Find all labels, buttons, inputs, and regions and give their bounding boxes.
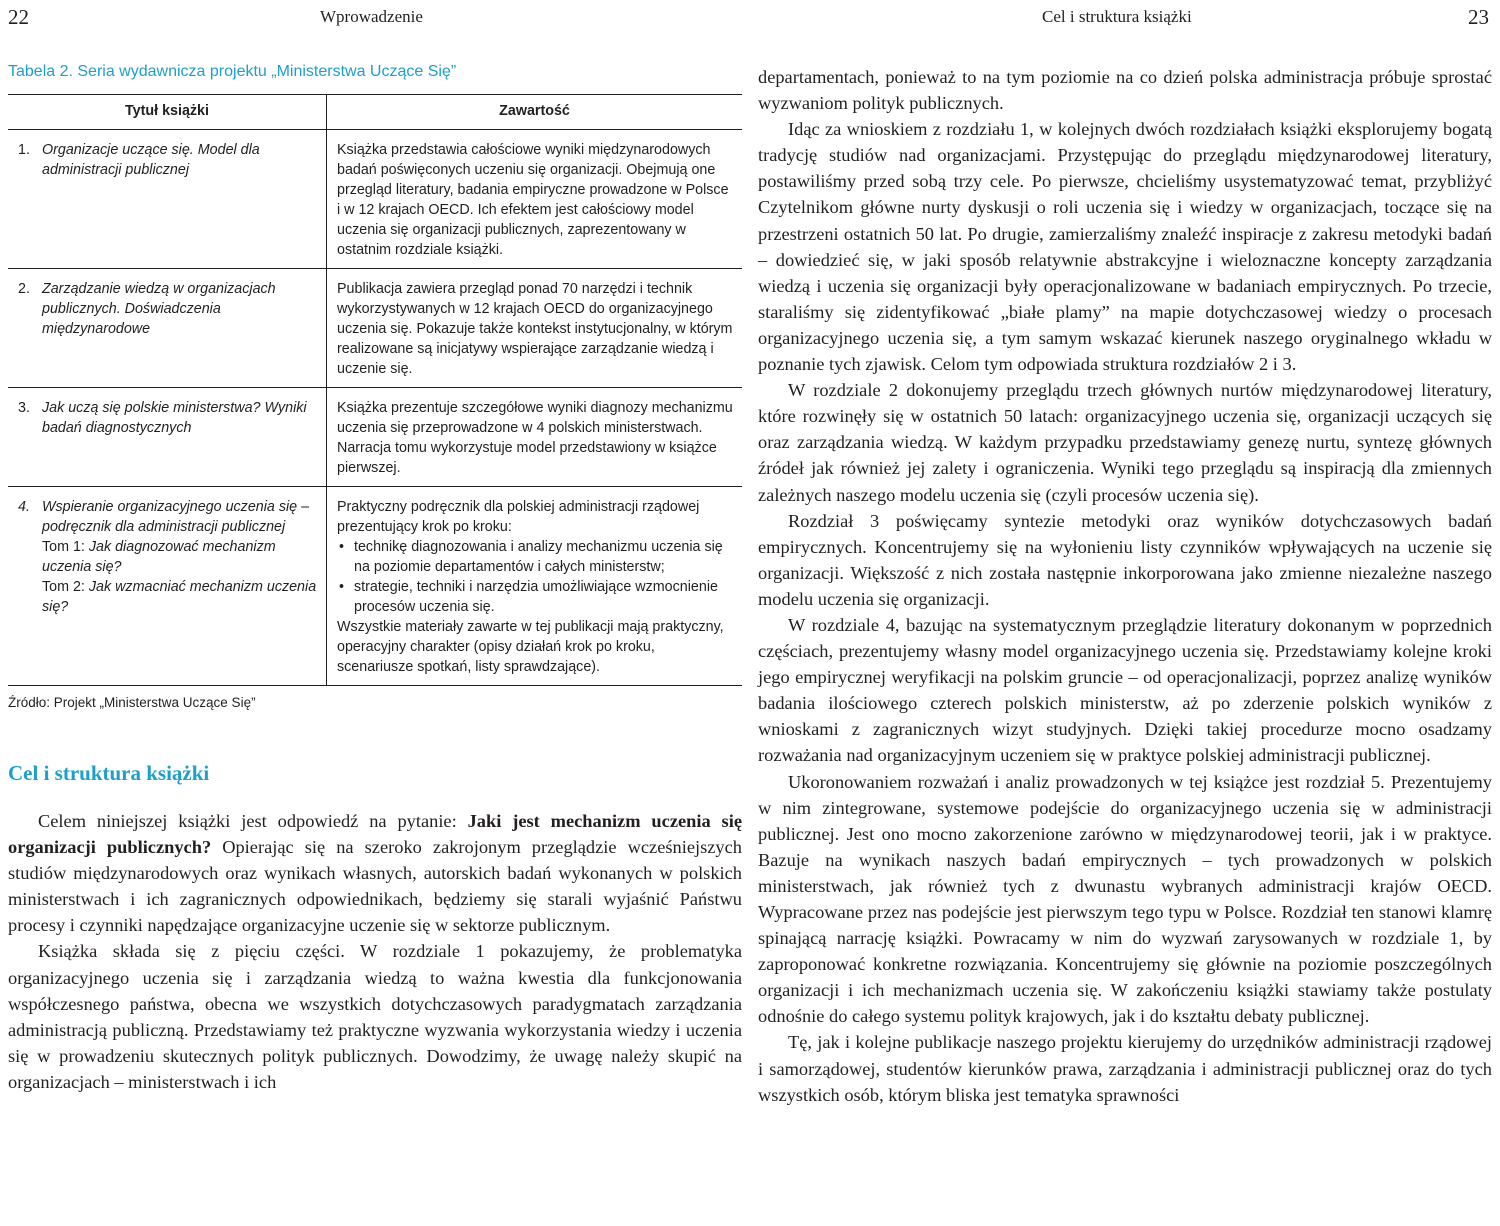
volume-1-label: Tom 1: <box>42 539 89 555</box>
column-header-content: Zawartość <box>327 95 743 130</box>
book-title-cell <box>8 130 327 269</box>
paragraph <box>8 808 742 938</box>
paragraph: Ukoronowaniem rozważań i analiz prowadzonych w tej książce jest rozdział 5. Prezentujemy w nim zintegrowane, systemowe podejście do organizacyjnego uczenia się w administracji publicznej. Jest ono mocno zakorzenione zarówno w międzynarodowej teorii, jak i w praktyce. Bazuje na wynikach naszych badań empirycznych – tych prowadzonych w polskich ministerstwach, jak również tych z dwunastu wybranych administracji krajów OECD. Wypracowane przez nas podejście jest pierwszym tego typu w Polsce. Rozdział ten stanowi klamrę spinającą narrację książki. Powracamy w nim do wyzwań zarysowanych w rozdziale 1, by zaproponować konkretne rozwiązania. Koncentrujemy się głównie na poziomie poszczególnych organizacji i ich mechanizmach uczenia się. W zakończeniu książki stawiamy także postulaty odnośnie do całego systemu polityk krajowych, jak i do kształtu debaty publicznej. <box>758 771 1492 1027</box>
book-title: Jak uczą się polskie ministerstwa? Wyniki badań diagnostycznych <box>42 400 307 436</box>
right-page-number: 23 <box>1468 5 1489 29</box>
volume-1-title: Jak diagnozować mechanizm uczenia się? <box>42 539 276 575</box>
book-title: Zarządzanie wiedzą w organizacjach publicznych. Doświadczenia międzynarodowe <box>42 281 276 337</box>
left-running-head: Wprowadzenie <box>320 7 423 26</box>
paragraph: Rozdział 3 poświęcamy syntezie metodyki oraz wyników dotychczasowych badań empirycznych. Koncentrujemy się na wyłonieniu listy czynników wpływających na uczenie się organizacji. Większość z nich została następnie inkorporowana jako zmienne niezależne naszego modelu uczenia się organizacji. <box>758 510 1492 609</box>
book-title: Organizacje uczące się. Model dla administracji publicznej <box>42 142 260 178</box>
row-number: 4. <box>18 499 30 515</box>
content-outro: Wszystkie materiały zawarte w tej publikacji mają praktyczny, operacyjny charakter (opisy działań krok po kroku, scenariusze spotkań, listy sprawdzające). <box>337 619 724 675</box>
volume-2-label: Tom 2: <box>42 579 89 595</box>
paragraph-text: Opierając się na szeroko zakrojonym przeglądzie wcześniejszych studiów międzynarodowych oraz wynikach własnych, autorskich badań wykonanych w polskich ministerstwach i ich zagranicznych odpowiednikach, będziemy się starali wyjaśnić Państwu procesy i czynniki napędzające organizacyjne uczenie się w sektorze publicznym. <box>8 837 742 936</box>
table-source-note: Źródło: Projekt „Ministerstwa Uczące Się” <box>8 695 256 710</box>
row-number: 3. <box>18 400 30 416</box>
paragraph: Książka składa się z pięciu części. W rozdziale 1 pokazujemy, że problematyka organizacyjnego uczenia się i zarządzania wiedzą to ważna kwestia dla funkcjonowania współczesnego państwa, obecna we wszystkich dotychczasowych paradygmatach zarządzania administracją publiczną. Przedstawiamy też praktyczne wyzwania wykorzystania wiedzy i uczenia się w prowadzeniu skutecznych polityk publicznych. Dowodzimy, że uwagę należy skupić na organizacjach – ministerstwach i ich <box>8 941 742 1092</box>
row-number: 2. <box>18 281 30 297</box>
book-content-cell: Książka przedstawia całościowe wyniki międzynarodowych badań poświęconych uczeniu się organizacji. Obejmują one przegląd literatury, badania empiryczne prowadzone w Polsce i w 12 krajach OECD. Ich efektem jest całościowy model uczenia się organizacji publicznych, zaprezentowany w ostatnim rozdziale książki. <box>327 130 743 269</box>
column-header-title: Tytuł książki <box>8 95 327 130</box>
research-question: Jaki jest mechanizm uczenia się organizacji publicznych? <box>8 811 742 858</box>
volume-1 <box>42 537 318 577</box>
paragraph: Tę, jak i kolejne publikacje naszego projektu kierujemy do urzędników administracji rządowej i samorządowej, studentów kierunków prawa, zarządzania i administracji publicznej oraz do tych wszystkich osób, którym bliska jest tematyka sprawności <box>758 1032 1492 1105</box>
right-page <box>758 64 1492 1108</box>
book-content-cell: Książka prezentuje szczegółowe wyniki diagnozy mechanizmu uczenia się przeprowadzone w 4 polskich ministerstwach. Narracja tomu wykorzystuje model przedstawiony w książce pierwszej. <box>327 388 743 487</box>
section-heading: Cel i struktura książki <box>8 761 210 785</box>
paragraph: W rozdziale 2 dokonujemy przeglądu trzech głównych nurtów międzynarodowej literatury, które rozwinęły się w ostatnich 50 latach: organizacyjnego uczenia się, organizacji uczących się oraz zarządzania wiedzą. W każdym przypadku przedstawiamy genezę nurtu, syntezę głównych źródeł jak również jej zalety i ograniczenia. Wyniki tego przeglądu są inspiracją dla zmiennych zależnych naszego modelu uczenia się (czyli procesów uczenia się). <box>758 380 1492 505</box>
table-row <box>8 269 742 388</box>
book-title: Wspieranie organizacyjnego uczenia się – podręcznik dla administracji publicznej <box>42 499 310 535</box>
table-caption: Tabela 2. Seria wydawnicza projektu „Ministerstwa Uczące Się” <box>8 63 457 80</box>
left-page-number: 22 <box>8 5 29 29</box>
table-row <box>8 487 742 686</box>
right-running-head: Cel i struktura książki <box>1042 7 1192 26</box>
table-header-row <box>8 95 742 130</box>
paragraph: Idąc za wnioskiem z rozdziału 1, w kolejnych dwóch rozdziałach książki eksplorujemy bogatą tradycję studiów nad organizacjami. Przystępując do przeglądu międzynarodowej literatury, postawiliśmy przed sobą trzy cele. Po pierwsze, chcieliśmy usystematyzować temat, przybliżyć Czytelnikom główne nurty dyskusji o roli uczenia się i wiedzy w organizacjach, toczące się na przestrzeni ostatnich 50 lat. Po drugie, zamierzaliśmy znaleźć inspiracje z zakresu metodyki badań – dowiedzieć się, w jaki sposób relatywnie abstrakcyjne i wieloznaczne koncepty zarządzania wiedzą i uczenia się organizacji były operacjonalizowane w badaniach empirycznych. Po trzecie, staraliśmy się zidentyfikować „białe plamy” na mapie dotychczasowej wiedzy o procesach organizacyjnego uczenia się, a tym samym wskazać kierunek naszego oryginalnego wkładu w poznanie tych zjawisk. Celom tym odpowiada struktura rozdziałów 2 i 3. <box>758 119 1492 375</box>
content-intro: Praktyczny podręcznik dla polskiej administracji rządowej prezentujący krok po kroku: <box>337 499 700 535</box>
paragraph: departamentach, ponieważ to na tym poziomie na co dzień polska administracja próbuje sprostać wyzwaniom polityk publicznych. <box>758 67 1492 114</box>
book-title-cell <box>8 487 327 686</box>
book-content-cell: Publikacja zawiera przegląd ponad 70 narzędzi i technik wykorzystywanych w 12 krajach OECD do organizacyjnego uczenia się. Pokazuje także kontekst instytucjonalny, w którym realizowane są inicjatywy wspierające zarządzanie wiedzą i uczenie się. <box>327 269 743 388</box>
book-title-cell <box>8 269 327 388</box>
paragraph: W rozdziale 4, bazując na systematycznym przeglądzie literatury dokonanym w poprzednich częściach, prezentujemy własny model organizacyjnego uczenia się. Przedstawiamy kolejne kroki jego empirycznej weryfikacji na polskim gruncie – od operacjonalizacji, poprzez analizę wyników badania ilościowego czterech polskich ministerstw, aż po zderzenie polskich wyników z wnioskami z zagranicznych wizyt studyjnych. Dzięki takiej procedurze mocno osadzamy rozważania nad organizacyjnym uczeniem się w praktyce polskiej administracji publicznej. <box>758 614 1492 766</box>
book-title-cell <box>8 388 327 487</box>
series-table <box>8 94 742 686</box>
row-number: 1. <box>18 142 30 158</box>
left-page <box>8 62 742 1095</box>
table-row <box>8 388 742 487</box>
table-row <box>8 130 742 269</box>
content-bullet-list <box>337 537 734 617</box>
list-item: • strategie, techniki i narzędzia umożliwiające wzmocnienie procesów uczenia się. <box>337 577 734 617</box>
list-item: • technikę diagnozowania i analizy mechanizmu uczenia się na poziomie departamentów i całych ministerstw; <box>337 537 734 577</box>
paragraph-text: Celem niniejszej książki jest odpowiedź na pytanie: <box>38 811 468 831</box>
book-content-cell <box>327 487 743 686</box>
volume-2 <box>42 577 318 617</box>
volume-2-title: Jak wzmacniać mechanizm uczenia się? <box>42 579 317 615</box>
